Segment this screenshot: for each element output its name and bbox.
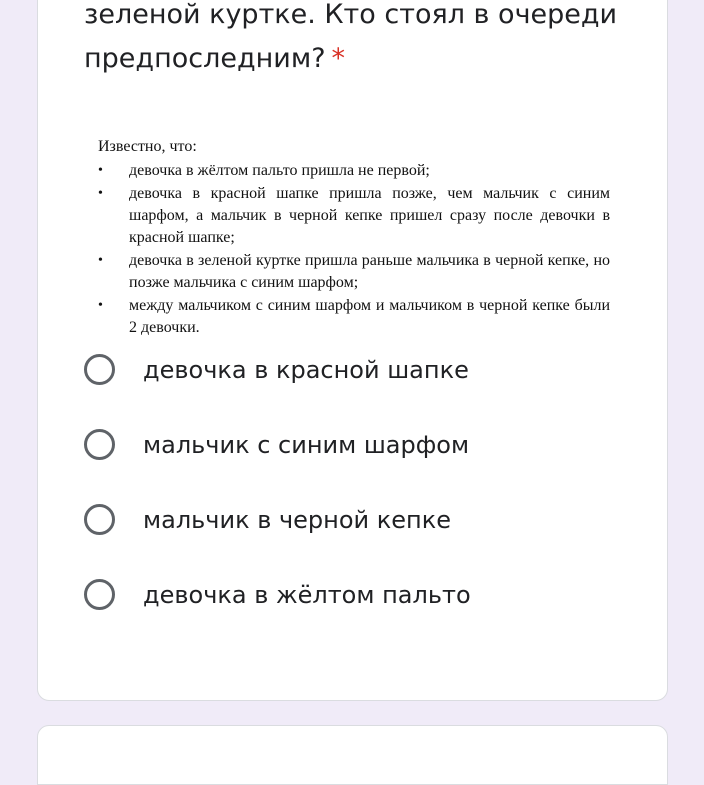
option-yellow-coat-girl[interactable] — [84, 578, 644, 653]
option-red-hat-girl[interactable] — [84, 353, 644, 428]
problem-image — [98, 136, 610, 340]
bullet-icon: • — [98, 298, 103, 313]
question-title — [84, 0, 654, 81]
option-black-cap-boy[interactable] — [84, 503, 644, 578]
fact-item — [98, 295, 610, 339]
option-label[interactable]: мальчик в черной кепке — [143, 506, 451, 534]
radio-button[interactable] — [84, 429, 115, 460]
fact-item — [98, 160, 610, 182]
question-title-text: зеленой куртке. Кто стоял в очереди предпоследним? — [84, 0, 618, 74]
option-label[interactable]: девочка в красной шапке — [143, 356, 469, 384]
fact-text: девочка в красной шапке пришла позже, чем мальчик с синим шарфом, а мальчик в черной кепке пришел сразу после девочки в красной шапке; — [129, 185, 610, 246]
bullet-icon: • — [98, 186, 103, 201]
fact-text: между мальчиком с синим шарфом и мальчиком в черной кепке были 2 девочки. — [129, 297, 610, 336]
fact-text: девочка в зеленой куртке пришла раньше мальчика в черной кепке, но позже мальчика с синим шарфом; — [129, 252, 610, 291]
problem-intro: Известно, что: — [98, 138, 197, 155]
radio-button[interactable] — [84, 504, 115, 535]
question-card — [37, 0, 668, 701]
radio-button[interactable] — [84, 354, 115, 385]
answer-options — [84, 353, 644, 653]
fact-text: девочка в жёлтом пальто пришла не первой; — [129, 162, 430, 179]
option-label[interactable]: девочка в жёлтом пальто — [143, 581, 471, 609]
fact-item — [98, 183, 610, 249]
bullet-icon: • — [98, 253, 103, 268]
bullet-icon: • — [98, 163, 103, 178]
fact-item — [98, 250, 610, 294]
next-question-card — [37, 725, 668, 785]
option-label[interactable]: мальчик с синим шарфом — [143, 431, 470, 459]
radio-button[interactable] — [84, 579, 115, 610]
option-blue-scarf-boy[interactable] — [84, 428, 644, 503]
required-marker: * — [331, 43, 346, 74]
fact-list — [98, 160, 610, 339]
